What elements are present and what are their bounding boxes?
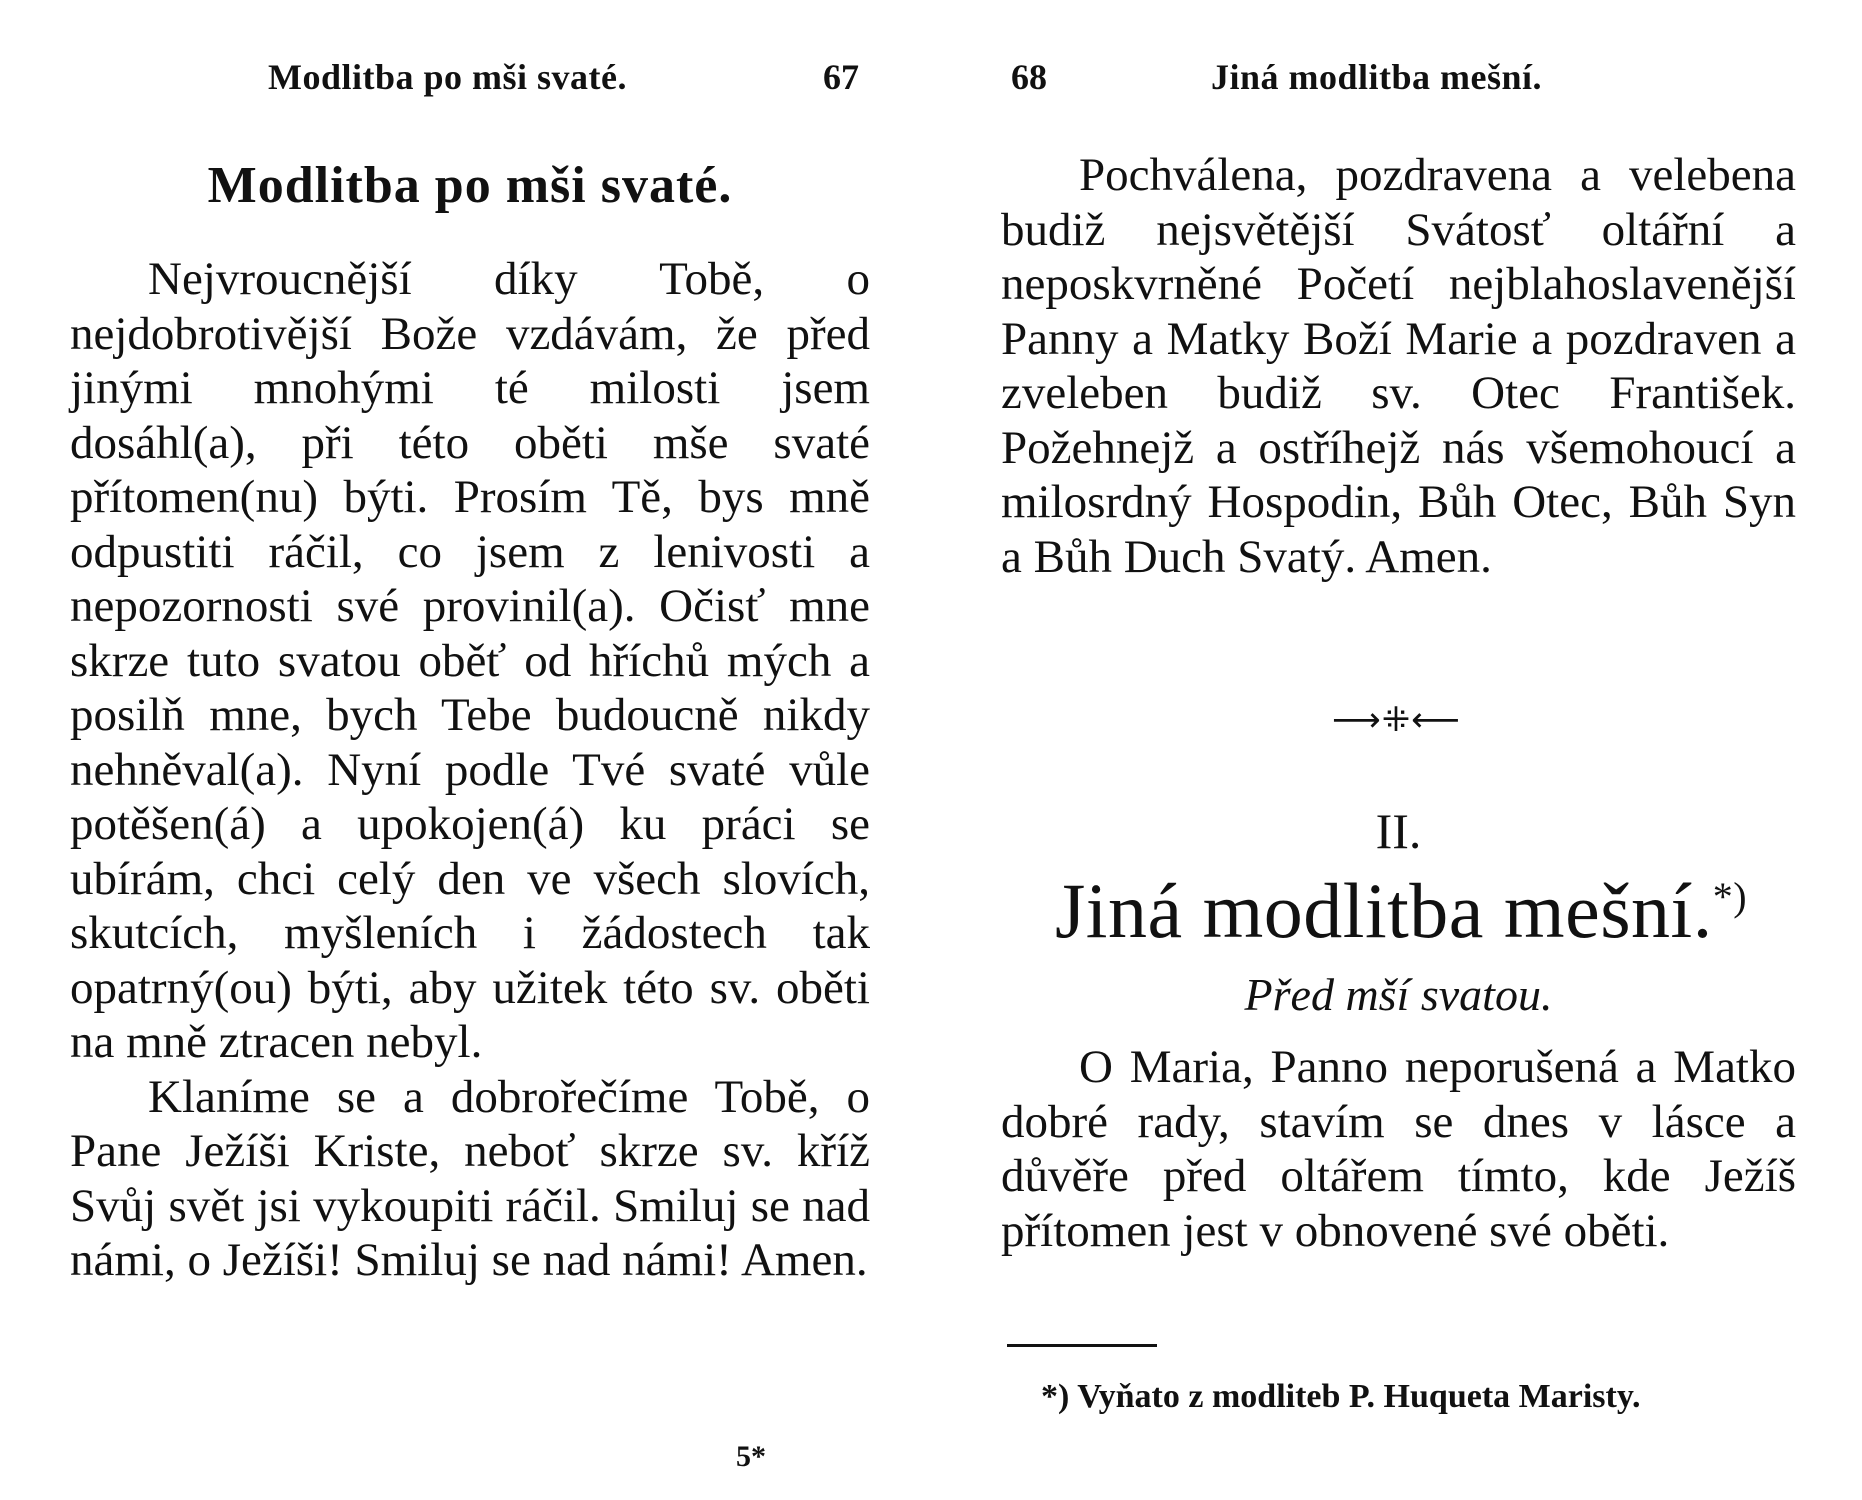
right-page [931,0,1862,1500]
ornament-divider: ⟶⁜⟵ [1332,700,1461,740]
signature-mark: 5* [736,1440,766,1473]
right-paragraph-2: O Maria, Panno neporušená a Matko dobré rady, stavím se dnes v lásce a důvěře před oltářem tímto, kde Ježíš přítomen jest v obnovené své oběti. [1001,1041,1796,1257]
left-page-heading: Modlitba po mši svaté. [207,157,733,214]
right-paragraph-1: Pochválena, pozdravena a velebena budiž nejsvětější Svátosť oltářní a neposkvrněné Početí nejblahoslavenější Panny a Matky Boží Marie a pozdraven a zveleben budiž sv. Otec František. Požehnejž a ostříhejž nás všemohoucí a milosrdný Hospodin, Bůh Otec, Bůh Syn a Bůh Duch Svatý. Amen. [1001,149,1796,583]
footnote: *) Vyňato z modliteb P. Huqueta Maristy. [1041,1378,1641,1415]
right-page-number: 68 [1011,57,1047,97]
left-paragraph-1: Nejvroucnější díky Tobě, o nejdobrotivější Bože vzdávám, že před jinými mnohými té milosti jsem dosáhl(a), při této oběti mše svaté přítomen(nu) býti. Prosím Tě, bys mně odpustiti ráčil, co jsem z lenivosti a nepozornosti své provinil(a). Očisť mne skrze tuto svatou oběť od hříchů mých a posilň mne, bych Tebe budoucně nikdy nehněval(a). Nyní podle Tvé svaté vůle potěšen(á) a upokojen(á) ku práci se ubírám, chci celý den ve všech slovích, skutcích, myšleních i žádostech tak opatrný(ou) býti, aby užitek této sv. oběti na mně ztracen nebyl. [70,253,870,1068]
right-body-text-2 [1001,1040,1796,1258]
section-title-text: Jiná modlitba mešní. [1054,867,1713,954]
section-title [971,866,1831,956]
footnote-rule [1007,1344,1157,1347]
section-numeral: II. [1375,803,1422,859]
left-body-text [70,252,870,1288]
left-running-head: Modlitba po mši svaté. [268,57,628,97]
left-paragraph-2: Klaníme se a dobrořečíme Tobě, o Pane Ježíši Kriste, neboť skrze sv. kříž Svůj svět jsi vykoupiti ráčil. Smiluj se nad námi, o Ježíši! Smiluj se nad námi! Amen. [70,1070,870,1286]
right-body-text [1001,148,1796,584]
right-running-head: Jiná modlitba mešní. [1211,57,1543,97]
footnote-reference: *) [1712,874,1748,919]
section-subtitle: Před mší svatou. [1244,969,1553,1020]
left-page-number: 67 [823,57,859,97]
